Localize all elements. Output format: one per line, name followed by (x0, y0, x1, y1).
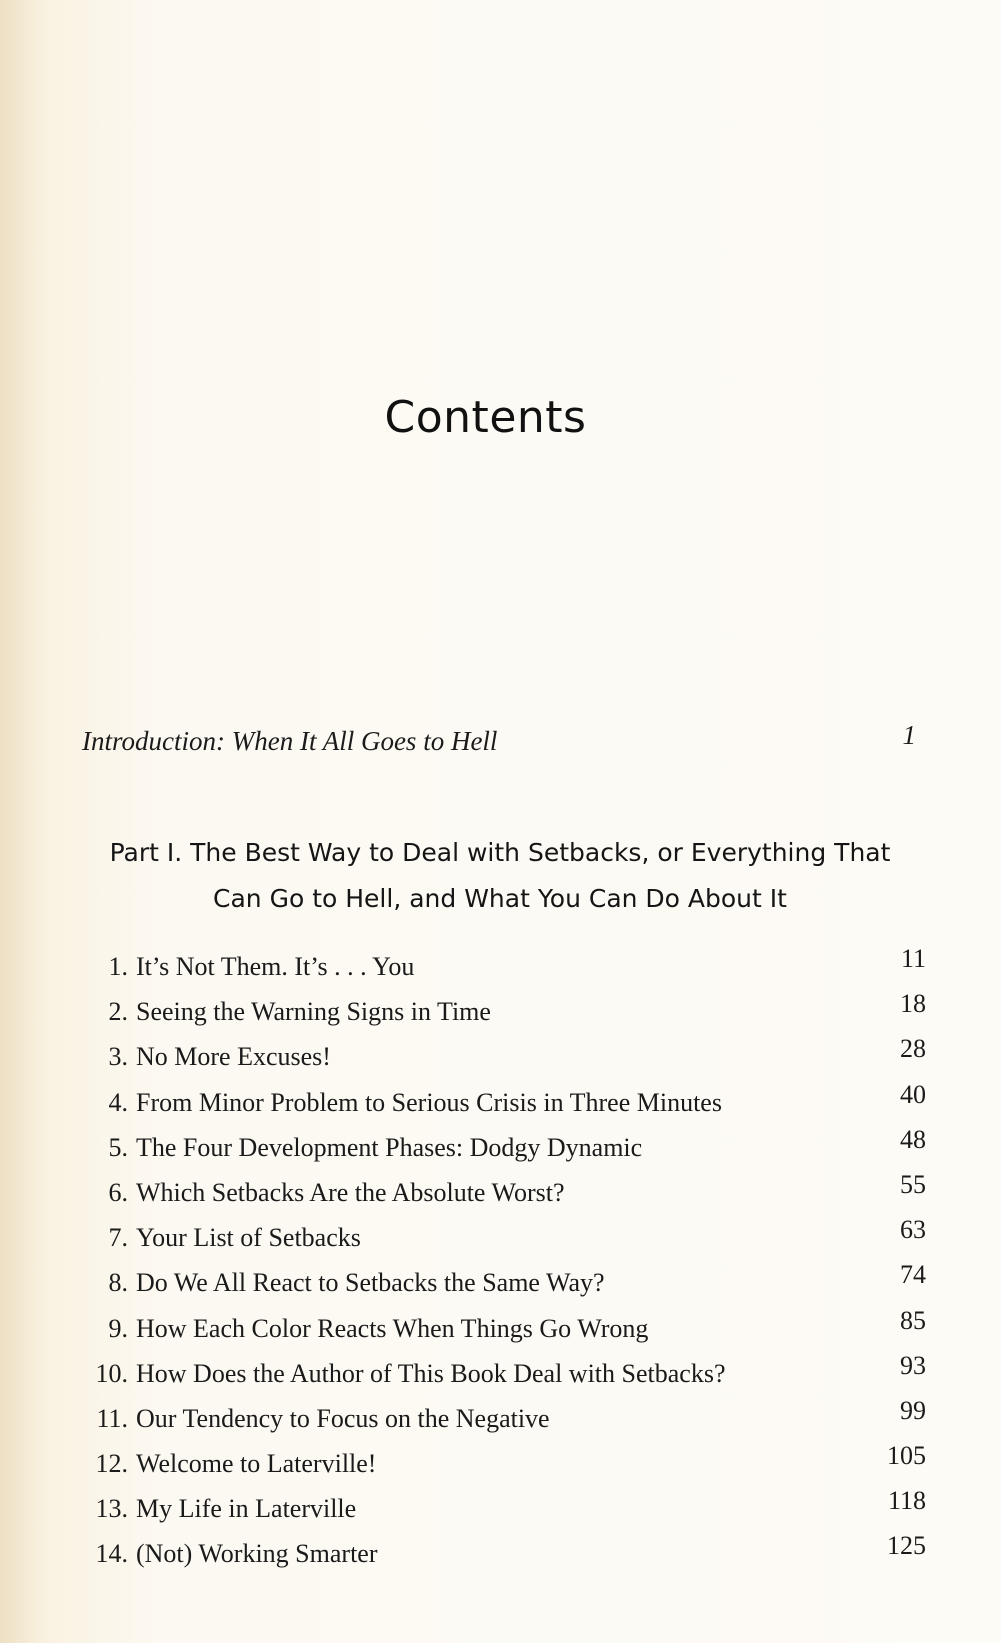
chapter-title: Which Setbacks Are the Absolute Worst? (136, 1177, 565, 1207)
chapter-page-number: 11 (900, 944, 926, 973)
chapter-title: Welcome to Laterville! (136, 1449, 377, 1479)
chapter-page-number: 74 (900, 1260, 926, 1290)
chapter-number: 8. (108, 1268, 128, 1298)
chapter-page-number: 125 (887, 1531, 926, 1561)
chapter-page-number: 48 (900, 1124, 926, 1154)
chapter-entry (86, 1079, 936, 1133)
chapter-entry (86, 944, 936, 997)
part-heading-line-2: Can Go to Hell, and What You Can Do About It (213, 884, 787, 913)
chapter-title: How Does the Author of This Book Deal with Setbacks? (136, 1358, 726, 1388)
introduction-entry (82, 720, 922, 757)
part-heading (90, 830, 910, 922)
chapter-entry (86, 1395, 936, 1449)
introduction-page-number: 1 (902, 720, 916, 750)
chapter-title: Your List of Setbacks (136, 1223, 361, 1253)
chapter-entry (86, 1350, 936, 1404)
chapter-number: 6. (108, 1177, 128, 1207)
chapter-number: 7. (108, 1223, 128, 1253)
chapter-page-number: 18 (900, 989, 926, 1019)
chapter-entry (86, 989, 936, 1042)
chapter-number: 14. (95, 1539, 128, 1569)
chapter-title: It’s Not Them. It’s . . . You (136, 952, 415, 981)
chapter-entry (86, 1034, 936, 1087)
chapter-number: 4. (108, 1087, 128, 1117)
chapter-number: 1. (108, 952, 128, 981)
chapter-title: How Each Color Reacts When Things Go Wrong (136, 1313, 649, 1343)
part-heading-line-1: Part I. The Best Way to Deal with Setbacks, or Everything That (109, 838, 891, 867)
chapter-number: 10. (95, 1358, 128, 1388)
chapter-entry (86, 1215, 936, 1268)
introduction-title: Introduction: When It All Goes to Hell (82, 726, 498, 756)
chapter-number: 12. (95, 1449, 128, 1479)
chapter-number: 11. (96, 1403, 128, 1433)
chapter-number: 5. (108, 1132, 128, 1162)
chapter-entry (86, 1260, 936, 1313)
chapter-number: 3. (108, 1042, 128, 1072)
chapter-page-number: 105 (887, 1441, 926, 1471)
chapter-title: No More Excuses! (136, 1042, 331, 1072)
chapter-title: My Life in Laterville (136, 1494, 357, 1524)
chapter-page-number: 85 (900, 1305, 926, 1335)
chapter-page-number: 99 (900, 1395, 926, 1425)
chapter-list (86, 944, 936, 1585)
chapter-title: From Minor Problem to Serious Crisis in Three Minutes (136, 1087, 722, 1117)
chapter-entry (86, 1441, 936, 1494)
page-title: Contents (384, 392, 587, 443)
chapter-title: Seeing the Warning Signs in Time (136, 997, 491, 1027)
chapter-title: Our Tendency to Focus on the Negative (136, 1403, 550, 1433)
chapter-entry (86, 1124, 936, 1178)
chapter-page-number: 93 (900, 1350, 926, 1380)
page-gutter-shadow (0, 0, 40, 1643)
chapter-page-number: 28 (900, 1034, 926, 1064)
chapter-page-number: 40 (900, 1079, 926, 1109)
chapter-title: (Not) Working Smarter (136, 1539, 378, 1569)
chapter-entry (86, 1169, 936, 1223)
chapter-entry (86, 1305, 936, 1359)
chapter-page-number: 63 (900, 1215, 926, 1245)
chapter-number: 9. (108, 1313, 128, 1343)
chapter-page-number: 55 (900, 1169, 926, 1199)
chapter-entry (86, 1531, 936, 1584)
chapter-title: The Four Development Phases: Dodgy Dynamic (136, 1132, 643, 1162)
chapter-entry (86, 1486, 936, 1539)
chapter-number: 13. (95, 1494, 128, 1524)
chapter-number: 2. (108, 997, 128, 1027)
chapter-page-number: 118 (887, 1486, 926, 1516)
chapter-title: Do We All React to Setbacks the Same Way? (136, 1268, 605, 1298)
